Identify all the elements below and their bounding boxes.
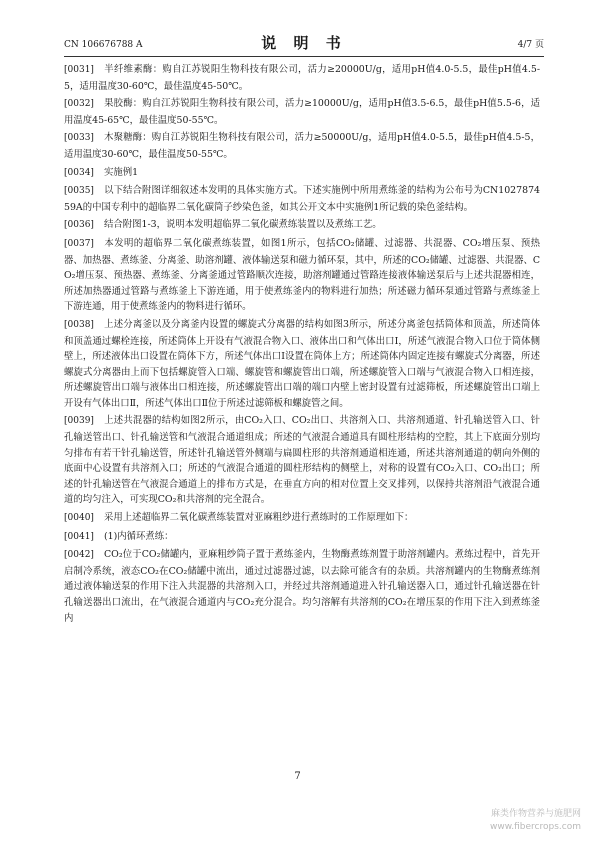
paragraph xyxy=(64,96,540,128)
paragraph-number: [0033] xyxy=(64,133,94,144)
paragraph xyxy=(64,317,540,412)
paragraph-text: (1)内循环煮练： xyxy=(104,530,174,542)
paragraph-number: [0039] xyxy=(64,416,94,427)
paragraph-number: [0042] xyxy=(64,550,94,561)
paragraph-number: [0040] xyxy=(64,513,94,524)
page-indicator: 4/7 页 xyxy=(517,40,544,50)
paragraph xyxy=(64,130,540,162)
header-divider xyxy=(64,56,544,57)
paragraph-number: [0031] xyxy=(64,65,94,75)
paragraph xyxy=(64,236,540,315)
paragraph xyxy=(64,547,540,626)
document-title: 说 明 书 xyxy=(261,34,347,52)
paragraph-number: [0035] xyxy=(64,186,94,197)
watermark-title: 麻类作物营养与施肥网 xyxy=(490,809,581,819)
paragraph xyxy=(64,165,540,182)
patent-number: CN 106676788 A xyxy=(64,40,143,50)
paragraph-number: [0037] xyxy=(64,238,94,249)
site-watermark xyxy=(490,808,581,834)
paragraph-text: 果胶酶：购自江苏锐阳生物科技有限公司，活力≥10000U/g，适用pH值3.5-6.5，最佳pH值5.5-6，适用温度45-65℃，最佳温度50-55℃。 xyxy=(64,98,540,126)
paragraph-number: [0038] xyxy=(64,319,94,330)
page-header xyxy=(64,36,544,54)
paragraph xyxy=(64,183,540,215)
paragraph-text: 半纤维素酶：购自江苏锐阳生物科技有限公司，活力≥20000U/g，适用pH值4.0-5.5，最佳pH值4.5-5，适用温度30-60℃，最佳温度45-50℃。 xyxy=(64,64,540,92)
paragraph-number: [0032] xyxy=(64,99,94,110)
paragraph xyxy=(64,62,540,94)
watermark-url: www.fibercrops.com xyxy=(490,822,581,832)
paragraph-text: 实施例1 xyxy=(104,166,139,178)
paragraph-text: 本发明的超临界二氧化碳煮练装置，如图1所示，包括CO₂储罐、过滤器、共混器、CO₂增压泵、预热器、加热器、煮练釜、分离釜、助溶剂罐、液体输送泵和磁力循环泵，其中，所述的CO₂储罐、过滤器、共混器、CO₂增压泵、预热器、煮练釜、分离釜通过管路顺次连接，助溶剂罐通过管路连接液体输送泵后与上述共混器相连，所述加热器通过管路与煮练釜上下游连通，用于使煮练釜内的物料进行加热；所述磁力循环泵通过管路与煮练釜上下游连通，用于使煮练釜内的物料进行循环。 xyxy=(64,237,540,313)
paragraph xyxy=(64,413,540,508)
paragraph-text: 上述共混器的结构如图2所示，由CO₂入口、CO₂出口、共溶剂入口、共溶剂通道、针孔输送管入口、针孔输送管出口、针孔输送管和气液混合通道组成；所述的气液混合通道具有圆柱形结构的空腔，其上下底面分别均匀排布有若干针孔输送管，所述针孔输送管外侧端与扁圆柱形的共溶剂通道相连通，所述共溶剂通道的朝向外侧的底面中心设置有共溶剂入口；所述的气液混合通道的圆柱形结构的侧壁上，对称的设置有CO₂入口、CO₂出口；所述的针孔输送管在气液混合通道上的排布方式是，在垂直方向的相对位置上交叉排列，以保持共溶剂沿气液混合通道的均匀注入，可实现CO₂和共溶剂的完全混合。 xyxy=(64,415,540,506)
paragraph-text: 木聚糖酶：购自江苏锐阳生物科技有限公司，活力≥50000U/g，适用pH值4.0-5.5，最佳pH值4.5-5，适用温度30-60℃，最佳温度50-55℃。 xyxy=(64,132,540,160)
paragraph-text: 采用上述超临界二氧化碳煮练装置对亚麻粗纱进行煮练时的工作原理如下： xyxy=(104,512,414,524)
paragraph xyxy=(64,529,540,546)
paragraph xyxy=(64,510,540,527)
document-body xyxy=(64,62,540,628)
paragraph xyxy=(64,217,540,234)
paragraph-text: 上述分离釜以及分离釜内设置的螺旋式分离器的结构如图3所示，所述分离釜包括筒体和顶盖，所述筒体和顶盖通过螺栓连接，所述筒体上开设有气液混合物入口、液体出口和气体出口Ⅰ，所述气液混合物入口位于筒体侧壁上，所述液体出口设置在筒体下方，所述气体出口Ⅰ设置在筒体上方；所述筒体内固定连接有螺旋式分离器，所述螺旋式分离器由上而下包括螺旋管入口端、螺旋管和螺旋管出口端，所述螺旋管入口端与气液混合物入口相连接，所述螺旋管出口端与液体出口相连接，所述螺旋管出口端的端口内壁上密封设置有过滤筛板，所述螺旋管出口端上开设有气体出口Ⅱ，所述气体出口Ⅱ位于所述过滤筛板和螺旋管之间。 xyxy=(64,318,540,409)
paragraph-text: 以下结合附图详细叙述本发明的具体实施方式。下述实施例中所用煮练釜的结构为公布号为CN102787459A的中国专利中的超临界二氧化碳筒子纱染色釜，如其公开文本中实施例1所记载的染色釜结构。 xyxy=(64,185,540,213)
paragraph-number: [0034] xyxy=(64,167,94,178)
paragraph-number: [0036] xyxy=(64,220,94,231)
paragraph-text: 结合附图1-3，说明本发明超临界二氧化碳煮练装置以及煮练工艺。 xyxy=(104,219,382,231)
page-number: 7 xyxy=(294,771,301,782)
paragraph-text: CO₂位于CO₂储罐内，亚麻粗纱筒子置于煮练釜内，生物酶煮练剂置于助溶剂罐内。煮练过程中，首先开启制冷系统，液态CO₂在CO₂储罐中流出，通过过滤器过滤，以去除可能含有的杂质。共溶剂罐内的生物酶煮练剂通过液体输送泵的作用下注入共混器的共溶剂入口，并经过共溶剂通道进入针孔输送器入口，通过针孔输送器在针孔输送器出口流出，在气液混合通道内与CO₂充分混合。均匀溶解有共溶剂的CO₂在增压泵的作用下注入到煮练釜内 xyxy=(64,549,540,624)
paragraph-number: [0041] xyxy=(64,531,94,542)
